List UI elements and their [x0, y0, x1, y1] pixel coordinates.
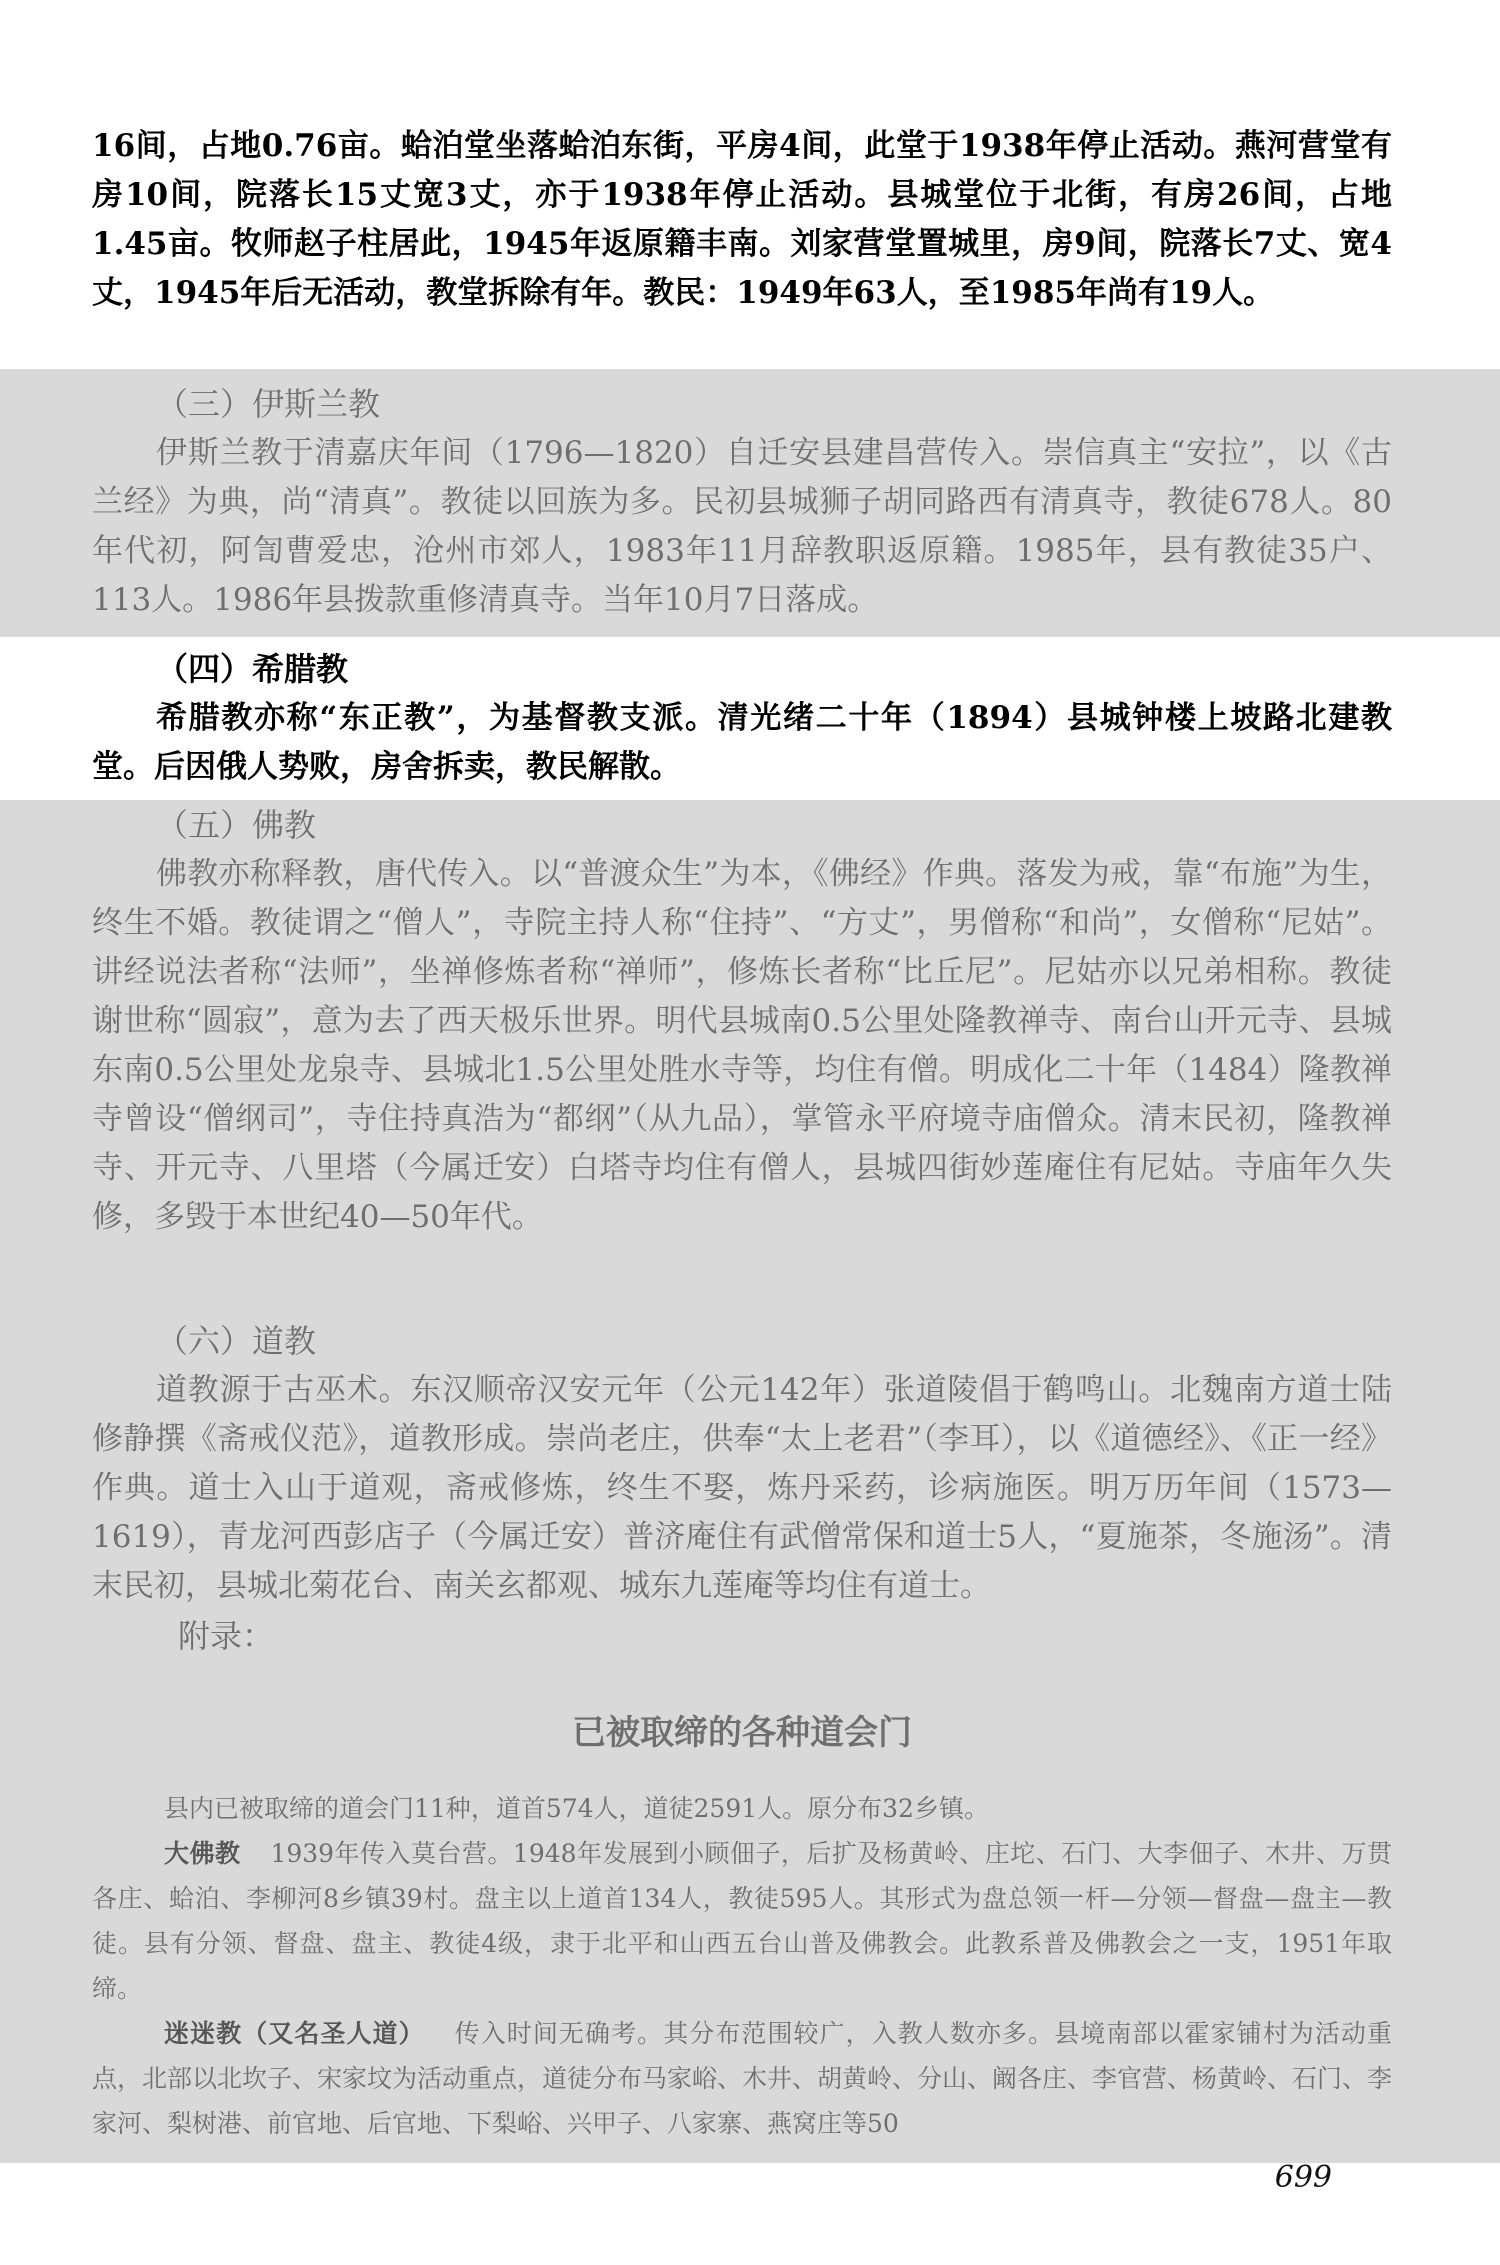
section-body-taoism: 道教源于古巫术。东汉顺帝汉安元年（公元142年）张道陵倡于鹤鸣山。北魏南方道士陆修静撰《斋戒仪范》，道教形成。崇尚老庄，供奉“太上老君”（李耳），以《道德经》、《正一经》作典。道士入山于道观，斋戒修炼，终生不娶，炼丹采药，诊病施医。明万历年间（1573—1619），青龙河西彭店子（今属迁安）普济庵住有武僧常保和道士5人，“夏施茶，冬施汤”。清末民初，县城北菊花台、南关玄都观、城东九莲庵等均住有道士。: [92, 1372, 1392, 1604]
entry-body-mimijiao: 传入时间无确考。其分布范围较广，入教人数亦多。县境南部以霍家铺村为活动重点，北部以北坎子、宋家坟为活动重点，道徒分布马家峪、木井、胡黄岭、分山、阚各庄、李官营、杨黄岭、石门、李家河、梨树港、前官地、后官地、下梨峪、兴甲子、八家寨、燕窝庄等50: [92, 2019, 1393, 2138]
entry-body-dafojiao: 1939年传入莫台营。1948年发展到小顾佃子，后扩及杨黄岭、庄坨、石门、大李佃子、木井、万贯各庄、蛤泊、李柳河8乡镇39村。盘主以上道首134人，教徒595人。其形式为盘总领一杆—分领—督盘—盘主—教徒。县有分领、督盘、盘主、教徒4级，隶于北平和山西五台山普及佛教会。此教系普及佛教会之一支，1951年取缔。: [92, 1839, 1392, 2003]
section-taoism: [92, 1316, 1392, 1661]
section-buddhism: [92, 800, 1392, 1242]
top-paragraph: 16间，占地0.76亩。蛤泊堂坐落蛤泊东街，平房4间，此堂于1938年停止活动。燕河营堂有房10间，院落长15丈宽3丈，亦于1938年停止活动。县城堂位于北街，有房26间，占地1.45亩。牧师赵子柱居此，1945年返原籍丰南。刘家营堂置城里，房9间，院落长7丈、宽4丈，1945年后无活动，教堂拆除有年。教民：1949年63人，至1985年尚有19人。: [92, 128, 1392, 311]
entry-term-mimijiao: 迷迷教（又名圣人道）: [164, 2019, 425, 2048]
section-heading-taoism: （六）道教: [156, 1322, 317, 1360]
appendix-label: 附录：: [178, 1617, 275, 1655]
appendix-title: 已被取缔的各种道会门: [572, 1713, 912, 1753]
top-paragraph-block: [92, 122, 1392, 318]
appendix-block: [92, 1705, 1392, 2146]
section-heading-islam: （三）伊斯兰教: [156, 385, 381, 423]
appendix-intro: 县内已被取缔的道会门11种，道首574人，道徒2591人。原分布32乡镇。: [164, 1794, 989, 1823]
entry-term-dafojiao: 大佛教: [164, 1839, 241, 1868]
entry-mimijiao: [92, 2011, 1392, 2146]
section-islam: [92, 379, 1392, 625]
section-body-orthodox: 希腊教亦称“东正教”，为基督教支派。清光绪二十年（1894）县城钟楼上坡路北建教堂。后因俄人势败，房舍拆卖，教民解散。: [92, 700, 1392, 785]
section-heading-orthodox: （四）希腊教: [156, 650, 349, 688]
page-number: 699: [1274, 2160, 1332, 2195]
section-heading-buddhism: （五）佛教: [156, 806, 317, 844]
section-orthodox: [92, 644, 1392, 792]
section-body-buddhism: 佛教亦称释教，唐代传入。以“普渡众生”为本，《佛经》作典。落发为戒，靠“布施”为生，终生不婚。教徒谓之“僧人”，寺院主持人称“住持”、“方丈”，男僧称“和尚”，女僧称“尼姑”。讲经说法者称“法师”，坐禅修炼者称“禅师”，修炼长者称“比丘尼”。尼姑亦以兄弟相称。教徒谢世称“圆寂”，意为去了西天极乐世界。明代县城南0.5公里处隆教禅寺、南台山开元寺、县城东南0.5公里处龙泉寺、县城北1.5公里处胜水寺等，均住有僧。明成化二十年（1484）隆教禅寺曾设“僧纲司”，寺住持真浩为“都纲”（从九品），掌管永平府境寺庙僧众。清末民初，隆教禅寺、开元寺、八里塔（今属迁安）白塔寺均住有僧人，县城四街妙莲庵住有尼姑。寺庙年久失修，多毁于本世纪40—50年代。: [92, 856, 1392, 1235]
section-body-islam: 伊斯兰教于清嘉庆年间（1796—1820）自迁安县建昌营传入。崇信真主“安拉”，以《古兰经》为典，尚“清真”。教徒以回族为多。民初县城狮子胡同路西有清真寺，教徒678人。80年代初，阿訇曹爱忠，沧州市郊人，1983年11月辞教职返原籍。1985年，县有教徒35户、113人。1986年县拨款重修清真寺。当年10月7日落成。: [92, 435, 1392, 618]
entry-dafojiao: [92, 1831, 1392, 2011]
